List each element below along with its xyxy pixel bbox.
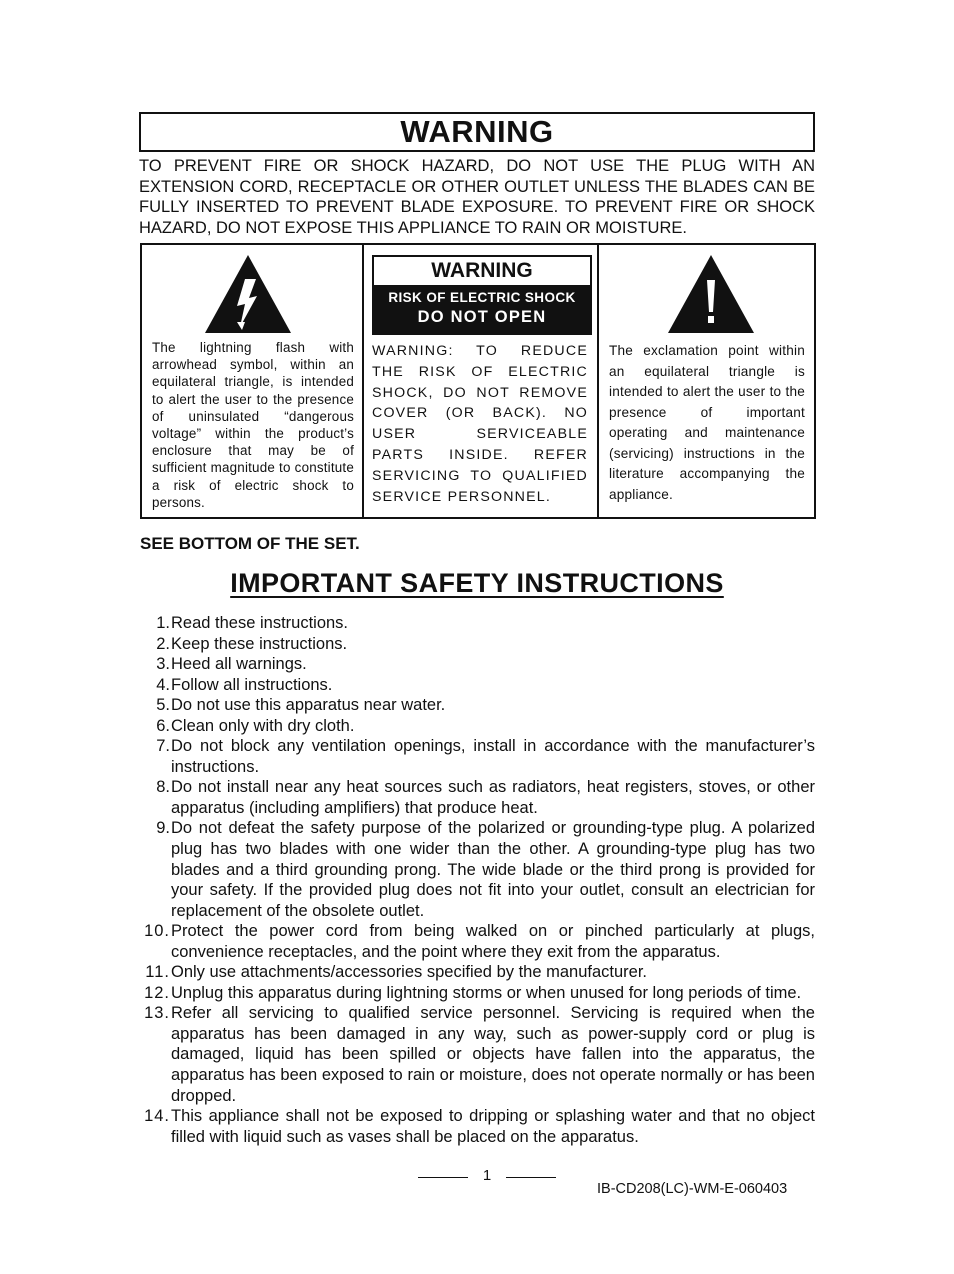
list-item-text: Refer all servicing to qualified service personnel. Servicing is required when the apparatus has been damaged in any way, such as power-supply cord or plug is damaged, liquid has been spilled or objects have fallen into the apparatus, the apparatus has been exposed to rain or moisture, does not operate normally or has been dropped. — [171, 1004, 815, 1105]
list-item — [140, 1106, 815, 1147]
footer-rule-right — [506, 1177, 556, 1178]
list-item-text: Only use attachments/accessories specified by the manufacturer. — [171, 963, 647, 982]
list-item — [140, 777, 815, 818]
exclamation-explanation: The exclamation point within an equilateral triangle is intended to alert the user to the presence of important operating and maintenance (servicing) instructions in the literature accompanying the appliance. — [609, 343, 805, 502]
list-item-number: 4. — [156, 675, 170, 694]
list-item-text: Keep these instructions. — [171, 634, 348, 653]
page-number: 1 — [482, 1167, 492, 1184]
safety-heading-text: IMPORTANT SAFETY INSTRUCTIONS — [230, 568, 724, 598]
list-item-text: Do not block any ventilation openings, install in accordance with the manufacturer’s instructions. — [171, 737, 815, 776]
document-code: IB-CD208(LC)-WM-E-060403 — [597, 1181, 788, 1197]
list-item-text: Heed all warnings. — [171, 655, 307, 674]
footer-rule-left — [418, 1177, 468, 1178]
list-item-number: 12. — [144, 983, 170, 1002]
list-item-text: Read these instructions. — [171, 614, 349, 632]
list-item-number: 13. — [144, 1004, 170, 1023]
list-item-number: 2. — [156, 634, 170, 653]
safety-heading — [0, 568, 954, 599]
do-not-open-text: DO NOT OPEN — [417, 308, 547, 326]
list-item-number: 14. — [144, 1107, 170, 1126]
list-item — [140, 654, 815, 675]
see-bottom-note: SEE BOTTOM OF THE SET. — [140, 534, 360, 553]
warning-label-box — [372, 255, 592, 335]
list-item-number: 6. — [156, 716, 170, 735]
list-item-number: 7. — [156, 737, 170, 756]
list-item — [140, 962, 815, 983]
list-item-text: Do not defeat the safety purpose of the polarized or grounding-type plug. A polarized plug has two blades with one wider than the other. A grounding-type plug has two blades and a third grounding prong. The wide blade or the third prong is provided for your safety. If the provided plug does not fit into your outlet, consult an electrician for replacement of the obsolete outlet. — [171, 819, 815, 920]
list-item — [140, 634, 815, 655]
lightning-triangle-icon — [204, 254, 292, 334]
risk-of-shock-text: RISK OF ELECTRIC SHOCK — [388, 290, 576, 305]
intro-warning-text: TO PREVENT FIRE OR SHOCK HAZARD, DO NOT USE THE PLUG WITH AN EXTENSION CORD, RECEPTACLE OR OTHER OUTLET UNLESS THE BLADES CAN BE FULLY INSERTED TO PREVENT BLADE EXPOSURE. TO PREVENT FIRE OR SHOCK HAZARD, DO NOT EXPOSE THIS APPLIANCE TO RAIN OR MOISTURE. — [139, 157, 815, 237]
list-item-number: 3. — [156, 655, 170, 674]
list-item-text: Protect the power cord from being walked on or pinched particularly at plugs, convenience receptacles, and the point where they exit from the apparatus. — [171, 922, 815, 961]
list-item — [140, 921, 815, 962]
list-item — [140, 1003, 815, 1106]
warning-center-column — [364, 245, 599, 517]
list-item — [140, 675, 815, 696]
exclamation-triangle-icon — [667, 254, 755, 334]
list-item-text: This appliance shall not be exposed to dripping or splashing water and that no object filled with liquid such as vases shall be placed on the apparatus. — [171, 1107, 815, 1146]
list-item — [140, 983, 815, 1004]
warning-title: WARNING — [400, 114, 554, 149]
risk-banner — [374, 285, 590, 333]
warning-label: WARNING — [431, 259, 533, 282]
list-item — [140, 695, 815, 716]
safety-instructions-list — [140, 613, 815, 1147]
list-item-text: Follow all instructions. — [171, 675, 333, 694]
center-warning-text: WARNING: TO REDUCE THE RISK OF ELECTRIC SHOCK, DO NOT REMOVE COVER (OR BACK). NO USER SERVICEABLE PARTS INSIDE. REFER SERVICING TO QUALIFIED SERVICE PERSONNEL. — [372, 343, 588, 505]
list-item-number: 11. — [145, 963, 170, 982]
list-item-text: Clean only with dry cloth. — [171, 716, 355, 735]
lightning-explanation: The lightning flash with arrowhead symbol, within an equilateral triangle, is intended to alert the user to the presence of uninsulated “dangerous voltage” within the product’s enclosure that may be of sufficient magnitude to constitute a risk of electric shock to persons. — [152, 340, 354, 510]
list-item — [140, 613, 815, 634]
list-item — [140, 736, 815, 777]
exclamation-column — [599, 245, 814, 517]
list-item — [140, 818, 815, 921]
list-item-text: Unplug this apparatus during lightning storms or when unused for long periods of time. — [171, 983, 802, 1002]
warning-title-box — [139, 112, 815, 152]
list-item-number: 1. — [156, 614, 170, 632]
list-item-number: 8. — [156, 778, 170, 797]
list-item — [140, 716, 815, 737]
list-item-number: 5. — [156, 696, 170, 715]
list-item-text: Do not use this apparatus near water. — [171, 696, 446, 715]
list-item-number: 9. — [156, 819, 170, 838]
warning-symbols-panel — [140, 243, 816, 519]
lightning-column — [142, 245, 364, 517]
list-item-text: Do not install near any heat sources such as radiators, heat registers, stoves, or other apparatus (including amplifiers) that produce heat. — [171, 778, 815, 817]
list-item-number: 10. — [144, 922, 170, 941]
